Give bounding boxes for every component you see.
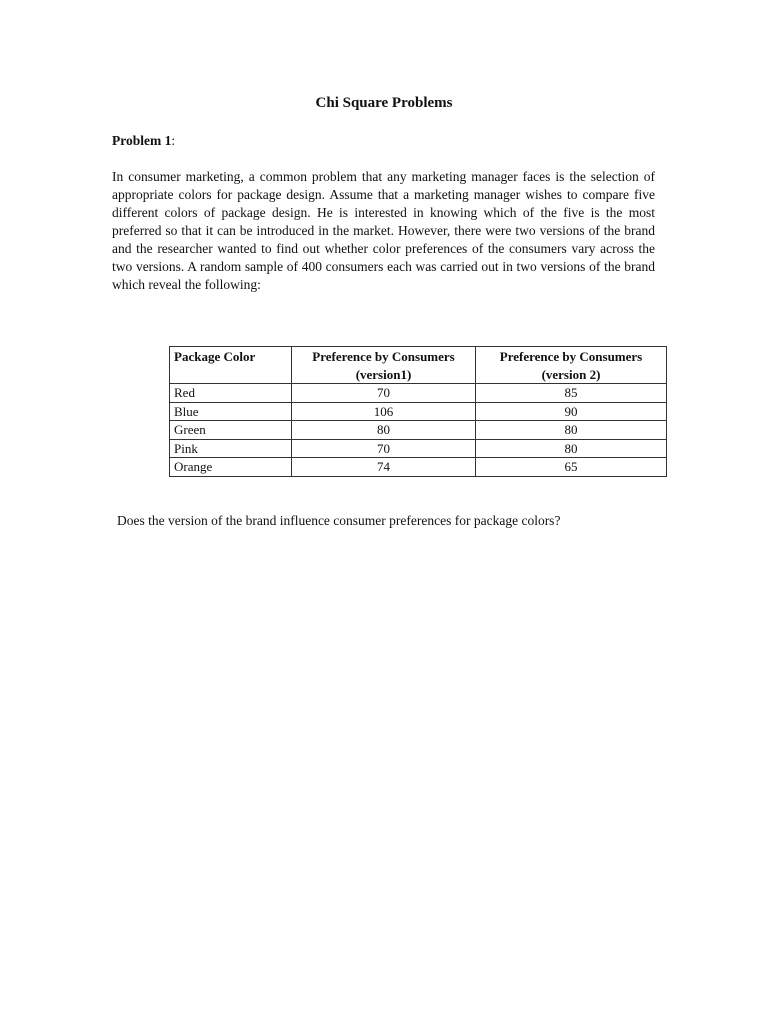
- cell-version-2: 90: [476, 402, 667, 421]
- problem-label-suffix: :: [171, 133, 176, 148]
- table-row: [170, 458, 667, 477]
- problem-paragraph: In consumer marketing, a common problem that any marketing manager faces is the selection of appropriate colors for package design. Assume that a marketing manager wishes to compare five different colors of package design. He is interested in knowing which of the five is the most preferred so that it can be introduced in the market. However, there were two versions of the brand and the researcher wanted to find out whether color preferences of the consumers vary across the two versions. A random sample of 400 consumers each was carried out in two versions of the brand which reveal the following:: [112, 169, 655, 292]
- table-row: [170, 421, 667, 440]
- cell-color: Green: [170, 421, 292, 440]
- cell-version-1: 70: [292, 384, 476, 403]
- page-title: Chi Square Problems: [315, 95, 453, 111]
- cell-color: Blue: [170, 402, 292, 421]
- question-text: Does the version of the brand influence consumer preferences for package colors?: [117, 513, 561, 528]
- cell-color: Pink: [170, 439, 292, 458]
- cell-color: Red: [170, 384, 292, 403]
- cell-color: Orange: [170, 458, 292, 477]
- table-row: [170, 439, 667, 458]
- cell-version-2: 85: [476, 384, 667, 403]
- cell-version-1: 106: [292, 402, 476, 421]
- cell-version-2: 80: [476, 439, 667, 458]
- header-version-1: Preference by Consumers (version1): [292, 347, 476, 384]
- table-row: [170, 384, 667, 403]
- cell-version-1: 80: [292, 421, 476, 440]
- cell-version-2: 80: [476, 421, 667, 440]
- table-row: [170, 402, 667, 421]
- cell-version-1: 74: [292, 458, 476, 477]
- cell-version-2: 65: [476, 458, 667, 477]
- preference-table: [169, 346, 667, 477]
- problem-label-text: Problem 1: [112, 133, 172, 148]
- table-header-row: [170, 347, 667, 384]
- cell-version-1: 70: [292, 439, 476, 458]
- header-version-2: Preference by Consumers (version 2): [476, 347, 667, 384]
- header-package-color: Package Color: [170, 347, 292, 384]
- problem-label: [112, 133, 175, 149]
